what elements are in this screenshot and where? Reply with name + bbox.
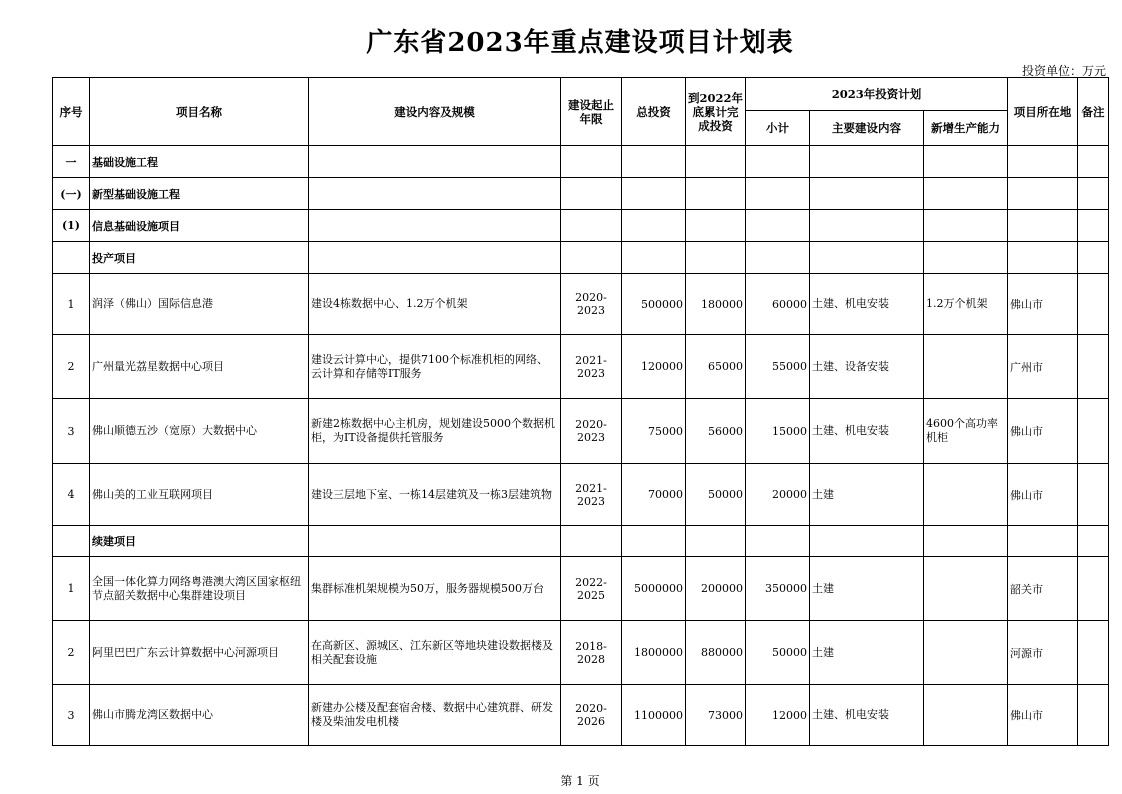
cell-content: 在高新区、源城区、江东新区等地块建设数据楼及相关配套设施 (309, 621, 561, 685)
section-name: 基础设施工程 (90, 146, 309, 178)
cell-capacity (924, 557, 1008, 621)
cell-total: 70000 (622, 464, 686, 526)
group-name: 投产项目 (90, 242, 309, 274)
group-name: 续建项目 (90, 526, 309, 557)
cell-seq: 4 (53, 464, 90, 526)
cell-name: 润泽（佛山）国际信息港 (90, 274, 309, 335)
cell-total: 1800000 (622, 621, 686, 685)
cell-total: 500000 (622, 274, 686, 335)
header-subtotal: 小计 (746, 111, 810, 146)
cell-capacity (924, 685, 1008, 746)
cell-subtotal: 350000 (746, 557, 810, 621)
cell-cum: 73000 (686, 685, 746, 746)
cell-remark (1078, 399, 1109, 464)
cell-period: 2022-2025 (561, 557, 622, 621)
cell-subtotal: 12000 (746, 685, 810, 746)
cell-seq: 1 (53, 274, 90, 335)
cell-capacity: 4600个高功率机柜 (924, 399, 1008, 464)
cell-location: 韶关市 (1008, 557, 1078, 621)
cell-seq: 2 (53, 621, 90, 685)
cell-remark (1078, 557, 1109, 621)
header-total: 总投资 (622, 78, 686, 146)
cell-seq: 2 (53, 335, 90, 399)
cell-subtotal: 55000 (746, 335, 810, 399)
cell-capacity (924, 621, 1008, 685)
project-table (52, 77, 1109, 746)
cell-content: 新建办公楼及配套宿舍楼、数据中心建筑群、研发楼及柴油发电机楼 (309, 685, 561, 746)
cell-content: 建设云计算中心，提供7100个标准机柜的网络、云计算和存储等IT服务 (309, 335, 561, 399)
header-period: 建设起止年限 (561, 78, 622, 146)
section-seq: 一 (53, 146, 90, 178)
section-row (53, 210, 1109, 242)
cell-name: 广州量光荔星数据中心项目 (90, 335, 309, 399)
section-row (53, 178, 1109, 210)
cell-cum: 880000 (686, 621, 746, 685)
table-row (53, 335, 1109, 399)
cell-main: 土建、机电安装 (810, 685, 924, 746)
cell-main: 土建、机电安装 (810, 274, 924, 335)
header-plan2023: 2023年投资计划 (746, 78, 1008, 111)
cell-subtotal: 20000 (746, 464, 810, 526)
cell-total: 75000 (622, 399, 686, 464)
cell-location: 佛山市 (1008, 399, 1078, 464)
cell-cum: 180000 (686, 274, 746, 335)
cell-seq: 1 (53, 557, 90, 621)
table-row (53, 399, 1109, 464)
group-row (53, 526, 1109, 557)
cell-content: 建设三层地下室、一栋14层建筑及一栋3层建筑物 (309, 464, 561, 526)
cell-seq: 3 (53, 685, 90, 746)
header-name: 项目名称 (90, 78, 309, 146)
cell-period: 2021-2023 (561, 335, 622, 399)
table-row (53, 685, 1109, 746)
cell-remark (1078, 685, 1109, 746)
table-row (53, 274, 1109, 335)
section-row (53, 146, 1109, 178)
cell-name: 佛山顺德五沙（宽原）大数据中心 (90, 399, 309, 464)
cell-remark (1078, 335, 1109, 399)
header-content: 建设内容及规模 (309, 78, 561, 146)
header-remark: 备注 (1078, 78, 1109, 146)
cell-location: 河源市 (1008, 621, 1078, 685)
cell-location: 佛山市 (1008, 464, 1078, 526)
cell-cum: 65000 (686, 335, 746, 399)
cell-cum: 50000 (686, 464, 746, 526)
cell-total: 120000 (622, 335, 686, 399)
cell-location: 佛山市 (1008, 274, 1078, 335)
cell-name: 佛山美的工业互联网项目 (90, 464, 309, 526)
cell-remark (1078, 464, 1109, 526)
cell-capacity (924, 335, 1008, 399)
section-name: 信息基础设施项目 (90, 210, 309, 242)
cell-period: 2020-2026 (561, 685, 622, 746)
cell-cum: 56000 (686, 399, 746, 464)
cell-main: 土建 (810, 557, 924, 621)
cell-main: 土建 (810, 464, 924, 526)
cell-main: 土建、设备安装 (810, 335, 924, 399)
page-footer: 第 1 页 (560, 774, 600, 788)
section-seq: (一) (53, 178, 90, 210)
cell-period: 2018-2028 (561, 621, 622, 685)
cell-content: 建设4栋数据中心、1.2万个机架 (309, 274, 561, 335)
table-row (53, 557, 1109, 621)
cell-cum: 200000 (686, 557, 746, 621)
cell-period: 2021-2023 (561, 464, 622, 526)
cell-content: 集群标准机架规模为50万，服务器规模500万台 (309, 557, 561, 621)
cell-content: 新建2栋数据中心主机房，规划建设5000个数据机柜，为IT设备提供托管服务 (309, 399, 561, 464)
cell-capacity: 1.2万个机架 (924, 274, 1008, 335)
cell-subtotal: 15000 (746, 399, 810, 464)
cell-name: 阿里巴巴广东云计算数据中心河源项目 (90, 621, 309, 685)
cell-name: 佛山市腾龙湾区数据中心 (90, 685, 309, 746)
section-name: 新型基础设施工程 (90, 178, 309, 210)
table-row (53, 621, 1109, 685)
header-new-capacity: 新增生产能力 (924, 111, 1008, 146)
cell-location: 佛山市 (1008, 685, 1078, 746)
table-row (53, 464, 1109, 526)
section-seq: (1) (53, 210, 90, 242)
cell-name: 全国一体化算力网络粤港澳大湾区国家枢纽节点韶关数据中心集群建设项目 (90, 557, 309, 621)
page-title: 广东省2023年重点建设项目计划表 (366, 28, 794, 58)
header-seq: 序号 (53, 78, 90, 146)
cell-total: 1100000 (622, 685, 686, 746)
cell-seq: 3 (53, 399, 90, 464)
cell-total: 5000000 (622, 557, 686, 621)
cell-main: 土建 (810, 621, 924, 685)
cell-period: 2020-2023 (561, 399, 622, 464)
unit-label: 投资单位：万元 (1021, 64, 1106, 78)
cell-main: 土建、机电安装 (810, 399, 924, 464)
cell-period: 2020-2023 (561, 274, 622, 335)
header-location: 项目所在地 (1008, 78, 1078, 146)
cell-subtotal: 60000 (746, 274, 810, 335)
cell-remark (1078, 274, 1109, 335)
header-cum2022: 到2022年底累计完成投资 (686, 78, 746, 146)
cell-location: 广州市 (1008, 335, 1078, 399)
cell-capacity (924, 464, 1008, 526)
group-row (53, 242, 1109, 274)
header-main-content: 主要建设内容 (810, 111, 924, 146)
cell-subtotal: 50000 (746, 621, 810, 685)
cell-remark (1078, 621, 1109, 685)
